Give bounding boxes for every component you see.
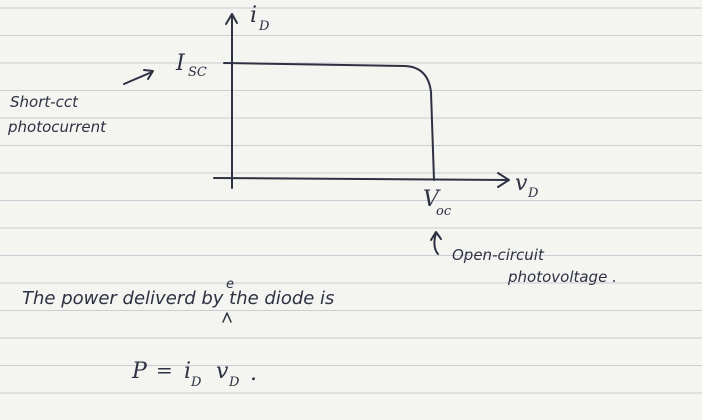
voc-pointer-arrow <box>434 233 438 254</box>
equation-period: . <box>250 361 257 386</box>
power-sentence-part2: d by the diode is <box>184 288 335 309</box>
equation-i: i <box>184 359 192 384</box>
power-sentence-part1: The power deliver <box>22 288 185 309</box>
power-sentence <box>22 288 334 309</box>
equation-v: v <box>216 359 229 384</box>
equation-equals: = <box>156 358 173 382</box>
x-axis-label-subscript: D <box>528 186 539 201</box>
isc-note-line2: photocurrent <box>8 118 106 136</box>
isc-label-subscript: SC <box>188 65 207 80</box>
iv-curve <box>224 63 434 180</box>
y-axis-label: i <box>250 3 258 28</box>
y-axis-label-subscript: D <box>259 19 270 34</box>
voc-note-line2: photovoltage . <box>508 268 617 286</box>
isc-note-line1: Short-cct <box>10 93 79 111</box>
power-sentence-insertion: e <box>226 277 234 292</box>
x-axis-label: v <box>515 171 528 196</box>
voc-note-line1: Open-circuit <box>452 246 544 264</box>
x-axis <box>214 178 508 180</box>
equation-v-subscript: D <box>229 375 240 390</box>
voc-label: V <box>423 187 439 212</box>
isc-label: I <box>176 51 185 76</box>
equation-i-subscript: D <box>191 375 202 390</box>
equation-lhs: P <box>132 359 147 384</box>
insertion-caret <box>223 313 231 322</box>
voc-label-subscript: oc <box>436 204 452 219</box>
